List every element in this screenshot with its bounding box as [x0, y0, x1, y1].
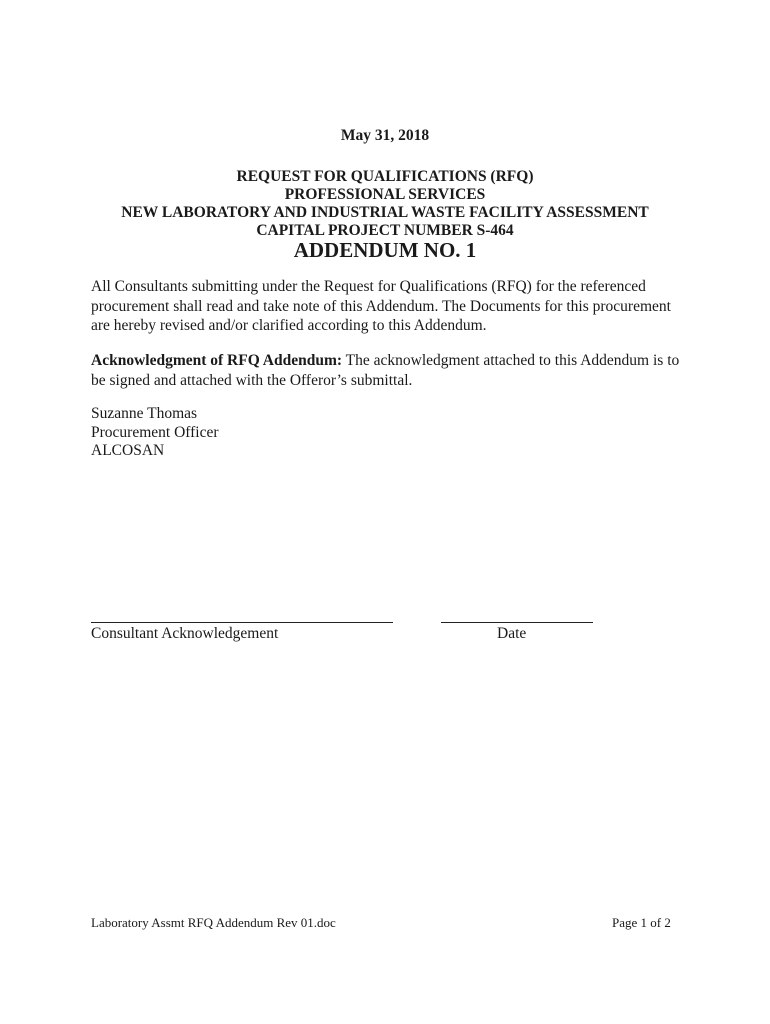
- project-number: CAPITAL PROJECT NUMBER S-464: [256, 222, 514, 239]
- signer-name: Suzanne Thomas: [91, 405, 198, 422]
- footer-page-number: Page 1 of 2: [612, 915, 671, 930]
- services-title: PROFESSIONAL SERVICES: [284, 186, 486, 203]
- acknowledgment-heading: Acknowledgment of RFQ Addendum:: [91, 352, 343, 369]
- signer-organization: ALCOSAN: [91, 442, 165, 459]
- date-label: Date: [497, 625, 527, 642]
- acknowledgment-text: The acknowledgment attached to this Addendum is to be signed and attached with the Offeror’s submittal.: [91, 352, 680, 389]
- intro-paragraph: All Consultants submitting under the Request for Qualifications (RFQ) for the referenced procurement shall read and take note of this Addendum. The Documents for this procurement are hereby revised and/or clarified according to this Addendum.: [91, 278, 671, 334]
- addendum-title: ADDENDUM NO. 1: [293, 238, 477, 262]
- acknowledgment-paragraph: [91, 351, 681, 390]
- date-signature-line: [441, 622, 593, 623]
- footer-filename: Laboratory Assmt RFQ Addendum Rev 01.doc: [91, 915, 336, 930]
- project-title: NEW LABORATORY AND INDUSTRIAL WASTE FACILITY ASSESSMENT: [121, 204, 649, 221]
- document-date: May 31, 2018: [340, 127, 430, 144]
- consultant-acknowledgement-label: Consultant Acknowledgement: [91, 625, 279, 642]
- consultant-signature-line: [91, 622, 393, 623]
- signature-block: [91, 405, 219, 461]
- signer-title: Procurement Officer: [91, 423, 219, 441]
- rfq-title: REQUEST FOR QUALIFICATIONS (RFQ): [236, 168, 534, 185]
